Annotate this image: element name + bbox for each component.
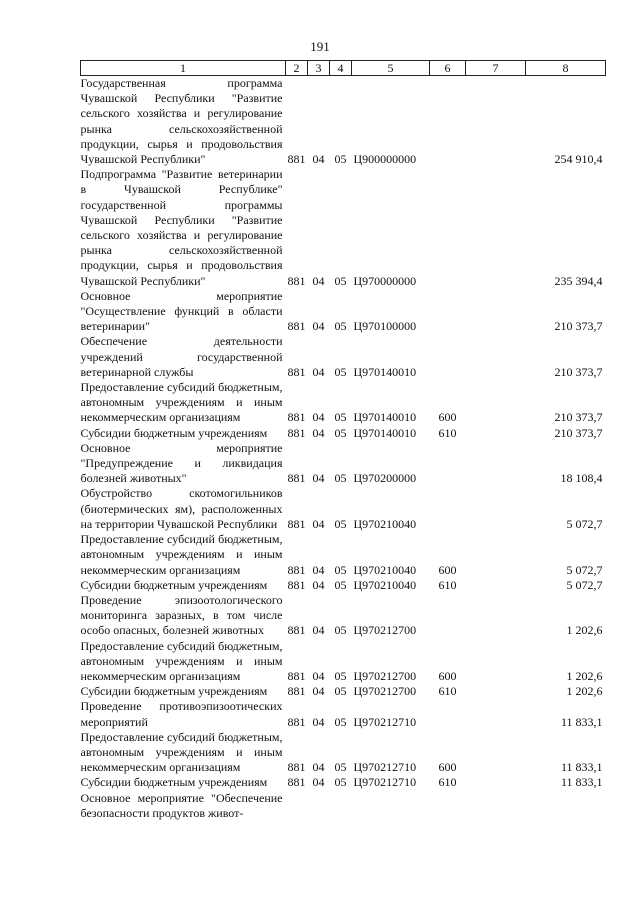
- cell-section: 04: [312, 623, 325, 638]
- cell-section: [308, 791, 330, 821]
- cell-section: 04: [312, 577, 325, 592]
- cell-col7: [466, 486, 526, 532]
- cell-code: 881: [287, 623, 306, 638]
- cell-expense-type: 610: [438, 425, 457, 440]
- cell-subsection: 05: [334, 516, 347, 531]
- cell-name: Предоставление субсидий бюджетным, автономным учреждениям и иным некоммерческим организациям: [80, 380, 283, 425]
- cell-code: 881: [287, 714, 306, 729]
- cell-code: 881: [287, 684, 306, 699]
- cell-name: Предоставление субсидий бюджетным, автономным учреждениям и иным некоммерческим организациям: [80, 729, 283, 775]
- cell-code: 881: [287, 410, 306, 425]
- cell-section: 04: [312, 714, 325, 729]
- cell-name: Проведение противоэпизоотических мероприятий: [80, 699, 283, 729]
- cell-code: 881: [287, 775, 306, 790]
- cell-amount: 5 072,7: [566, 562, 603, 577]
- budget-table: [80, 60, 606, 821]
- cell-expense-type: [430, 791, 466, 821]
- cell-name: Субсидии бюджетным учреждениям: [80, 684, 268, 699]
- cell-expense-type: [430, 334, 466, 380]
- cell-subsection: 05: [334, 760, 347, 775]
- table-row: [81, 775, 606, 790]
- cell-amount: 5 072,7: [566, 516, 603, 531]
- cell-section: 04: [312, 471, 325, 486]
- cell-name: Подпрограмма "Развитие ветеринарии в Чувашской Республике" государственной программы Чувашской Республики "Развитие сельского хозяйства и регулирование рынка сельскохозяйственной продукции, сырья и продовольствия Чувашской Республики": [80, 167, 283, 288]
- cell-subsection: 05: [334, 623, 347, 638]
- cell-section: 04: [312, 516, 325, 531]
- cell-code: 881: [287, 471, 306, 486]
- cell-amount: 1 202,6: [566, 668, 603, 683]
- table-row: [81, 76, 606, 168]
- cell-section: 04: [312, 684, 325, 699]
- cell-col7: [466, 578, 526, 593]
- cell-amount: 11 833,1: [560, 714, 603, 729]
- cell-col7: [466, 532, 526, 578]
- cell-code: 881: [287, 273, 306, 288]
- cell-target-article: Ц970212700: [353, 668, 417, 683]
- cell-target-article: Ц970212700: [353, 623, 417, 638]
- cell-expense-type: 600: [438, 562, 457, 577]
- cell-name: Основное мероприятие "Осуществление функций в области ветеринарии": [80, 288, 283, 334]
- page-number: 191: [310, 39, 330, 54]
- cell-section: 04: [312, 319, 325, 334]
- table-row: [81, 791, 606, 821]
- table-row: [81, 639, 606, 685]
- cell-col7: [466, 639, 526, 685]
- cell-name: Государственная программа Чувашской Республики "Развитие сельского хозяйства и регулирование рынка сельскохозяйственной продукции, сырья и продовольствия Чувашской Республики": [80, 76, 283, 167]
- cell-subsection: [330, 791, 352, 821]
- cell-amount: 254 910,4: [554, 152, 603, 167]
- cell-section: 04: [312, 364, 325, 379]
- cell-name: Обустройство скотомогильников (биотермических ям), расположенных на территории Чувашской Республики: [80, 486, 283, 531]
- cell-col7: [466, 426, 526, 441]
- cell-expense-type: 610: [438, 684, 457, 699]
- cell-name: Основное мероприятие "Предупреждение и ликвидация болезней животных": [80, 440, 283, 486]
- cell-expense-type: [430, 699, 466, 729]
- cell-amount: 11 833,1: [560, 775, 603, 790]
- cell-name: Субсидии бюджетным учреждениям: [80, 775, 268, 790]
- cell-section: 04: [312, 760, 325, 775]
- cell-name: Предоставление субсидий бюджетным, автономным учреждениям и иным некоммерческим организациям: [80, 638, 283, 683]
- cell-col7: [466, 593, 526, 639]
- cell-expense-type: [430, 76, 466, 168]
- cell-col7: [466, 441, 526, 487]
- cell-code: 881: [287, 364, 306, 379]
- cell-target-article: Ц970212700: [353, 684, 417, 699]
- cell-amount: 1 202,6: [566, 623, 603, 638]
- cell-subsection: 05: [334, 410, 347, 425]
- cell-col7: [466, 289, 526, 335]
- cell-target-article: Ц970140010: [353, 425, 417, 440]
- cell-col7: [466, 76, 526, 168]
- col-header-4: 4: [330, 61, 352, 76]
- cell-amount: 11 833,1: [560, 760, 603, 775]
- cell-expense-type: [430, 593, 466, 639]
- cell-amount: 18 108,4: [560, 471, 603, 486]
- cell-subsection: 05: [334, 684, 347, 699]
- cell-expense-type: 600: [438, 668, 457, 683]
- cell-subsection: 05: [334, 775, 347, 790]
- cell-subsection: 05: [334, 471, 347, 486]
- cell-code: 881: [287, 152, 306, 167]
- cell-section: 04: [312, 562, 325, 577]
- table-row: [81, 167, 606, 289]
- cell-subsection: 05: [334, 425, 347, 440]
- cell-code: 881: [287, 425, 306, 440]
- cell-section: 04: [312, 410, 325, 425]
- cell-code: 881: [287, 562, 306, 577]
- table-row: [81, 380, 606, 426]
- cell-target-article: Ц970212710: [353, 714, 417, 729]
- cell-expense-type: 610: [438, 577, 457, 592]
- cell-section: 04: [312, 775, 325, 790]
- cell-expense-type: [430, 289, 466, 335]
- cell-code: 881: [287, 760, 306, 775]
- cell-subsection: 05: [334, 714, 347, 729]
- cell-expense-type: 600: [438, 410, 457, 425]
- cell-amount: 1 202,6: [566, 684, 603, 699]
- cell-name: Обеспечение деятельности учреждений государственной ветеринарной службы: [80, 334, 283, 379]
- cell-amount: 210 373,7: [554, 425, 603, 440]
- cell-expense-type: [430, 167, 466, 289]
- cell-col7: [466, 730, 526, 776]
- cell-code: 881: [287, 577, 306, 592]
- cell-amount: [526, 791, 606, 821]
- table-row: [81, 730, 606, 776]
- cell-expense-type: [430, 441, 466, 487]
- table-row: [81, 699, 606, 729]
- cell-amount: 210 373,7: [554, 410, 603, 425]
- col-header-8: 8: [526, 61, 606, 76]
- table-row: [81, 532, 606, 578]
- cell-target-article: Ц970140010: [353, 364, 417, 379]
- cell-section: 04: [312, 273, 325, 288]
- cell-col7: [466, 699, 526, 729]
- table-row: [81, 578, 606, 593]
- cell-name: Основное мероприятие "Обеспечение безопасности продуктов живот-: [80, 790, 283, 820]
- cell-target-article: Ц970200000: [353, 471, 417, 486]
- table-row: [81, 441, 606, 487]
- cell-name: Субсидии бюджетным учреждениям: [80, 577, 268, 592]
- cell-subsection: 05: [334, 668, 347, 683]
- cell-subsection: 05: [334, 273, 347, 288]
- table-row: [81, 593, 606, 639]
- col-header-5: 5: [352, 61, 430, 76]
- cell-target-article: Ц970210040: [353, 577, 417, 592]
- table-row: [81, 486, 606, 532]
- table-header-row: [81, 61, 606, 76]
- cell-amount: 210 373,7: [554, 319, 603, 334]
- cell-section: 04: [312, 668, 325, 683]
- cell-col7: [466, 684, 526, 699]
- table-row: [81, 289, 606, 335]
- cell-target-article: Ц970210040: [353, 562, 417, 577]
- cell-col7: [466, 334, 526, 380]
- cell-name: Субсидии бюджетным учреждениям: [80, 425, 268, 440]
- col-header-3: 3: [308, 61, 330, 76]
- cell-section: 04: [312, 425, 325, 440]
- table-row: [81, 684, 606, 699]
- cell-subsection: 05: [334, 152, 347, 167]
- cell-section: 04: [312, 152, 325, 167]
- cell-code: 881: [287, 668, 306, 683]
- col-header-7: 7: [466, 61, 526, 76]
- cell-amount: 5 072,7: [566, 577, 603, 592]
- cell-target-article: Ц970000000: [353, 273, 417, 288]
- cell-expense-type: [430, 486, 466, 532]
- cell-expense-type: 600: [438, 760, 457, 775]
- cell-target-article: Ц970210040: [353, 516, 417, 531]
- cell-col7: [466, 791, 526, 821]
- cell-col7: [466, 167, 526, 289]
- cell-target-article: Ц970212710: [353, 775, 417, 790]
- table-row: [81, 334, 606, 380]
- cell-target-article: Ц970140010: [353, 410, 417, 425]
- cell-subsection: 05: [334, 364, 347, 379]
- cell-expense-type: 610: [438, 775, 457, 790]
- cell-amount: 235 394,4: [554, 273, 603, 288]
- cell-code: [286, 791, 308, 821]
- cell-col7: [466, 775, 526, 790]
- col-header-2: 2: [286, 61, 308, 76]
- cell-subsection: 05: [334, 319, 347, 334]
- cell-target-article: Ц900000000: [353, 152, 417, 167]
- cell-subsection: 05: [334, 577, 347, 592]
- col-header-1: 1: [81, 61, 286, 76]
- cell-col7: [466, 380, 526, 426]
- cell-code: 881: [287, 319, 306, 334]
- col-header-6: 6: [430, 61, 466, 76]
- table-row: [81, 426, 606, 441]
- cell-subsection: 05: [334, 562, 347, 577]
- cell-name: Проведение эпизоотологического мониторинга заразных, в том числе особо опасных, болезней животных: [80, 592, 283, 638]
- cell-code: 881: [287, 516, 306, 531]
- cell-name: Предоставление субсидий бюджетным, автономным учреждениям и иным некоммерческим организациям: [80, 532, 283, 577]
- cell-amount: 210 373,7: [554, 364, 603, 379]
- cell-target-article: Ц970100000: [353, 319, 417, 334]
- cell-target-article: Ц970212710: [353, 760, 417, 775]
- cell-target-article: [352, 791, 430, 821]
